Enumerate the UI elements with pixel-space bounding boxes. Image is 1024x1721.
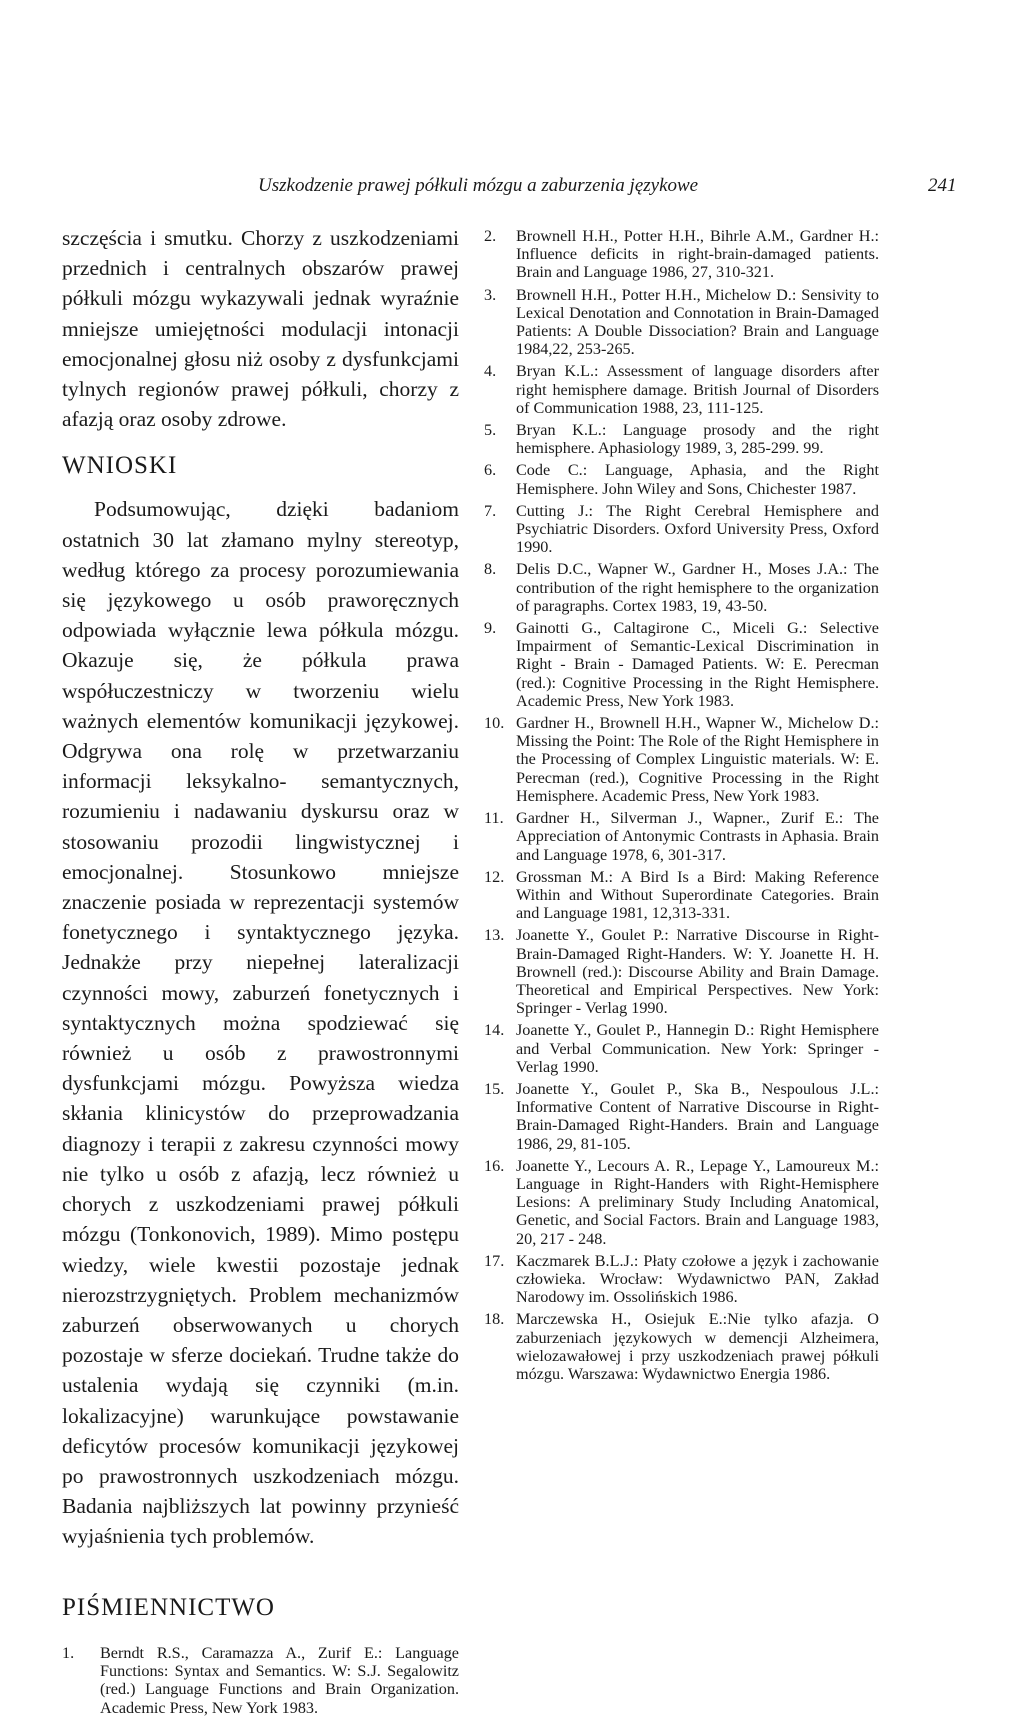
reference-text: Brownell H.H., Potter H.H., Michelow D.: Sensivity to Lexical Denotation and Connotation in Brain-Damaged Patients: A Double Dissociation? Brain and Language 1984,22, 253-265. — [516, 285, 879, 359]
reference-text: Kaczmarek B.L.J.: Płaty czołowe a język i zachowanie człowieka. Wrocław: Wydawnictwo PAN, Zakład Narodowy im. Ossolińskich 1986. — [516, 1251, 879, 1307]
reference-text: Cutting J.: The Right Cerebral Hemisphere and Psychiatric Disorders. Oxford University Press, Oxford 1990. — [516, 501, 879, 557]
reference-item — [484, 868, 879, 923]
reference-item — [484, 362, 879, 417]
right-column — [484, 227, 879, 1387]
reference-text: Gainotti G., Caltagirone C., Miceli G.: Selective Impairment of Semantic-Lexical Discrimination in Right - Brain - Damaged Patients. W: E. Perecman (red.): Cognitive Processing in the Right Hemisphere. Academic Press, New York 1983. — [516, 619, 879, 710]
reference-item — [62, 1644, 459, 1718]
reference-item — [484, 1021, 879, 1076]
reference-list-right — [484, 227, 879, 1383]
left-column — [62, 223, 459, 1721]
reference-number: 1. — [62, 1643, 75, 1662]
reference-text: Grossman M.: A Bird Is a Bird: Making Reference Within and Without Superordinate Categories. Brain and Language 1981, 12,313-331. — [516, 867, 879, 923]
reference-text: Joanette Y., Lecours A. R., Lepage Y., Lamoureux M.: Language in Right-Handers with Right-Hemisphere Lesions: A preliminary Study Including Anatomical, Genetic, and Social Factors. Brain and Language 1983, 20, 217 - 248. — [516, 1156, 879, 1248]
reference-text: Gardner H., Silverman J., Wapner., Zurif E.: The Appreciation of Antonymic Contrasts in Aphasia. Brain and Language 1978, 6, 301-317. — [516, 809, 879, 864]
reference-text: Berndt R.S., Caramazza A., Zurif E.: Language Functions: Syntax and Semantics. W: S.J. Segalowitz (red.) Language Functions and Brain Organization. Academic Press, New York 1983. — [100, 1643, 459, 1717]
reference-number: 2. — [484, 227, 497, 245]
reference-item — [484, 1310, 879, 1383]
reference-number: 15. — [484, 1079, 505, 1098]
page-number: 241 — [928, 175, 957, 196]
reference-text: Bryan K.L.: Assessment of language disorders after right hemisphere damage. British Journal of Disorders of Communication 1988, 23, 111-125. — [516, 362, 879, 417]
reference-text: Joanette Y., Goulet P., Hannegin D.: Right Hemisphere and Verbal Communication. New York: Springer - Verlag 1990. — [516, 1021, 879, 1076]
reference-number: 18. — [484, 1310, 505, 1329]
running-header — [0, 175, 1024, 205]
reference-number: 14. — [484, 1021, 505, 1040]
paragraph-continuation: szczęścia i smutku. Chorzy z uszkodzeniami przednich i centralnych obszarów prawej półkuli mózgu wykazywali jednak wyraźnie mniejsze umiejętności modulacji intonacji emocjonalnej głosu niż osoby z dysfunkcjami tylnych regionów prawej półkuli, chorzy z afazją oraz osoby zdrowe. — [62, 226, 459, 432]
reference-item — [484, 1252, 879, 1307]
reference-item — [484, 714, 879, 805]
reference-number: 12. — [484, 867, 505, 886]
reference-number: 8. — [484, 560, 497, 579]
reference-number: 13. — [484, 926, 505, 945]
reference-text: Bryan K.L.: Language prosody and the right hemisphere. Aphasiology 1989, 3, 285-299. 99. — [516, 421, 879, 458]
reference-number: 11. — [484, 809, 504, 828]
reference-text: Code C.: Language, Aphasia, and the Right Hemisphere. John Wiley and Sons, Chichester 1987. — [516, 461, 879, 498]
reference-number: 16. — [484, 1156, 505, 1175]
reference-item — [484, 227, 879, 282]
reference-item — [484, 926, 879, 1017]
reference-item — [484, 560, 879, 615]
reference-number: 9. — [484, 619, 497, 638]
reference-number: 5. — [484, 421, 497, 440]
paragraph-conclusions: Podsumowując, dzięki badaniom ostatnich 30 lat złamano mylny stereotyp, według którego za procesy porozumiewania się językowego u osób praworęcznych odpowiada wyłącznie lewa półkula mózgu. Okazuje się, że półkula prawa współuczestniczy w tworzeniu wielu ważnych elementów komunikacji językowej. Odgrywa ona rolę w przetwarzaniu informacji leksykalno- semantycznych, rozumieniu i nadawaniu dyskursu oraz w stosowaniu prozodii lingwistycznej i emocjonalnej. Stosunkowo mniejsze znaczenie posiada w reprezentacji systemów fonetycznego i syntaktycznego języka. Jednakże przy niepełnej lateralizacji czynności mowy, zaburzeń fonetycznych i syntaktycznych można spodziewać się również u osób z prawostronnymi dysfunkcjami mózgu. Powyższa wiedza skłania klinicystów do przeprowadzania diagnozy i terapii z zakresu czynności mowy nie tylko u osób z afazją, lecz również u chorych z uszkodzeniami prawej półkuli mózgu (Tonkonovich, 1989). Mimo postępu wiedzy, wiele kwestii pozostaje jednak nierozstrzygniętych. Problem mechanizmów zaburzeń obserwowanych u chorych pozostaje w sferze dociekań. Trudne także do ustalenia wydają się czynniki (m.in. lokalizacyjne) warunkujące powstawanie deficytów procesów komunikacji językowej po prawostronnych uszkodzeniach mózgu. Badania najbliższych lat powinny przynieść wyjaśnienia tych problemów. — [62, 497, 459, 1549]
reference-number: 6. — [484, 461, 497, 480]
reference-item — [484, 286, 879, 359]
reference-item — [484, 421, 879, 457]
reference-text: Joanette Y., Goulet P.: Narrative Discourse in Right-Brain-Damaged Right-Handers. W: Y. Joanette H. H. Brownell (red.): Discourse Ability and Brain Damage. Theoretical and Empirical Perspectives. New York: Springer - Verlag 1990. — [516, 926, 879, 1018]
reference-item — [484, 809, 879, 864]
reference-item — [484, 1157, 879, 1248]
reference-item — [484, 1080, 879, 1153]
reference-text: Joanette Y., Goulet P., Ska B., Nespoulous J.L.: Informative Content of Narrative Discourse in Right-Brain-Damaged Right-Handers. Brain and Language 1986, 29, 81-105. — [516, 1079, 879, 1153]
reference-text: Marczewska H., Osiejuk E.:Nie tylko afazja. O zaburzeniach językowych w demencji Alzheimera, wielozawałowej i przy uszkodzeniach prawej półkuli mózgu. Warszawa: Wydawnictwo Energia 1986. — [516, 1310, 879, 1383]
running-title: Uszkodzenie prawej półkuli mózgu a zaburzenia językowe — [258, 175, 699, 196]
reference-number: 17. — [484, 1251, 505, 1270]
reference-number: 7. — [484, 501, 497, 520]
reference-number: 10. — [484, 714, 505, 733]
reference-item — [484, 619, 879, 710]
reference-text: Brownell H.H., Potter H.H., Bihrle A.M., Gardner H.: Influence deficits in right-brain-damaged patients. Brain and Language 1986, 27, 310-321. — [516, 227, 879, 282]
reference-text: Delis D.C., Wapner W., Gardner H., Moses J.A.: The contribution of the right hemisphere to the organization of paragraphs. Cortex 1983, 19, 43-50. — [516, 560, 879, 615]
section-heading-references: PIŚMIENNICTWO — [62, 1593, 275, 1621]
reference-item — [484, 502, 879, 557]
section-heading-conclusions: WNIOSKI — [62, 452, 178, 480]
reference-list-left — [62, 1644, 459, 1718]
reference-number: 3. — [484, 285, 497, 304]
reference-item — [484, 461, 879, 497]
body-text — [62, 223, 459, 1624]
reference-text: Gardner H., Brownell H.H., Wapner W., Michelow D.: Missing the Point: The Role of the Right Hemisphere in the Processing of Complex Linguistic materials. W: E. Perecman (red.), Cognitive Processing in the Right Hemisphere. Academic Press, New York 1983. — [516, 714, 879, 805]
reference-number: 4. — [484, 362, 497, 381]
